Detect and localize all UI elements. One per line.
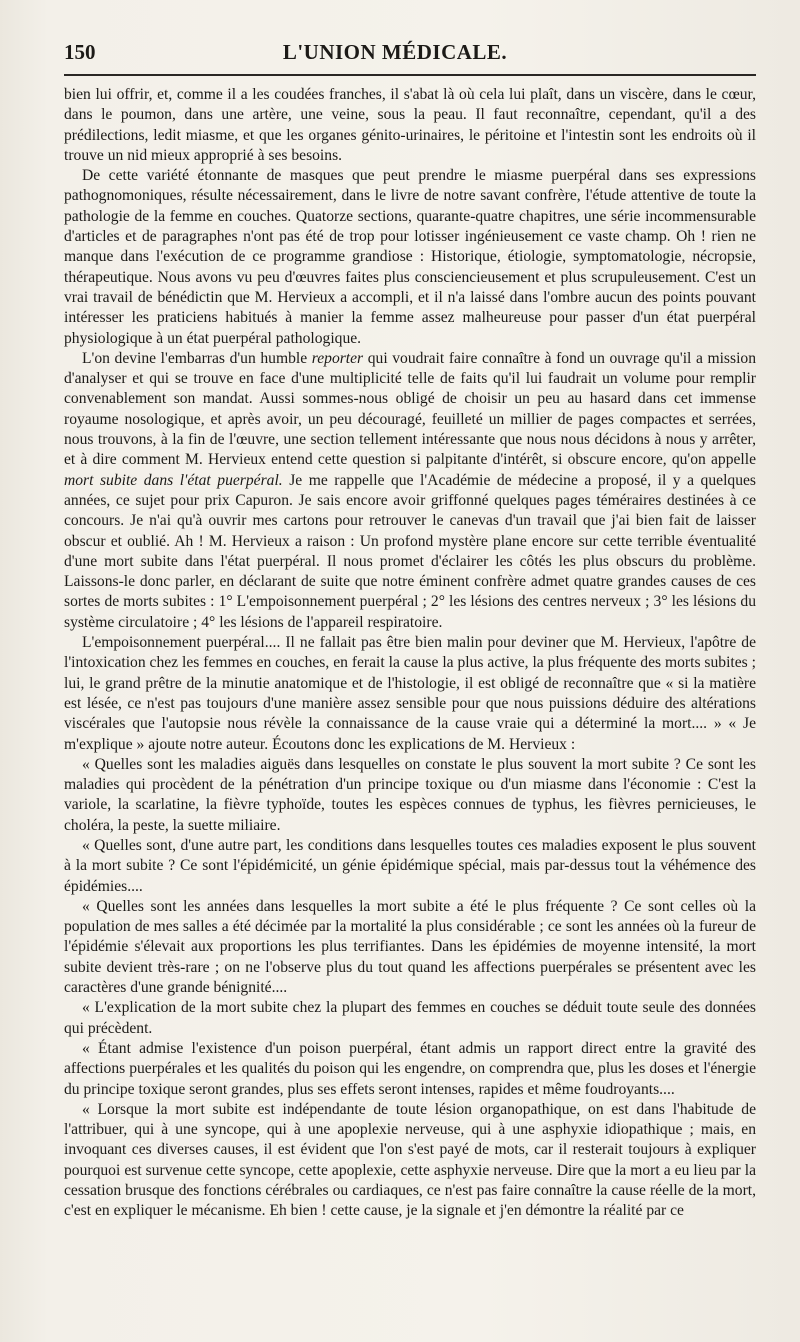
article-body xyxy=(64,85,756,1222)
text-run: bien lui offrir, et, comme il a les coudées franches, il s'abat là où cela lui plaît, dans un viscère, dans le cœur, dans le poumon, dans une artère, une veine, sous la peau. Il faut reconnaître, cependant, qu'il a des prédilections, ledit miasme, et que les organes génito-urinaires, le péritoine et l'intestin sont les endroits où il trouve un nid mieux approprié à ses besoins. xyxy=(64,86,756,164)
text-run: « Quelles sont les années dans lesquelles la mort subite a été le plus fréquente ? Ce sont celles où la population de mes salles a été décimée par la mortalité la plus considérable ; ce sont les années où la fureur de l'épidémie s'élevait aux proportions les plus terrifiantes. Dans les épidémies de moyenne intensité, la mort subite devient très-rare ; on ne l'observe plus du tout quand les affections puerpérales se présentent avec les caractères d'une grande bénignité.... xyxy=(64,897,756,997)
paragraph xyxy=(64,633,756,755)
text-run: « Étant admise l'existence d'un poison puerpéral, étant admis un rapport direct entre la gravité des affections puerpérales et les qualités du poison qui les engendre, on comprendra que, plus les doses et l'énergie du principe toxique seront grandes, plus ses effets seront intenses, rapides et même foudroyants.... xyxy=(64,1039,756,1098)
italic-text: reporter xyxy=(311,349,364,367)
paragraph xyxy=(64,755,756,836)
text-run: De cette variété étonnante de masques que peut prendre le miasme puerpéral dans ses expressions pathognomoniques, résulte nécessairement, dans le livre de notre savant confrère, l'étude attentive de toute la pathologie de la femme en couches. Quatorze sections, quarante-quatre chapitres, une série incommensurable d'articles et de paragraphes n'ont pas été de trop pour lotisser ingénieusement ce vaste champ. Oh ! rien ne manque dans l'exécution de ce programme grandiose : Historique, étiologie, symptomatologie, nécropsie, thérapeutique. Nous avons vu peu d'œuvres faites plus consciencieusement et plus scrupuleusement. C'est un vrai travail de bénédictin que M. Hervieux a accompli, et il n'a laissé dans l'ombre aucun des points pouvant intéresser les praticiens habitués à manier la femme assez malheureuse pour passer d'un état puerpéral physiologique à un état puerpéral pathologique. xyxy=(64,167,756,347)
paragraph xyxy=(64,85,756,166)
paragraph xyxy=(64,836,756,897)
paragraph xyxy=(64,349,756,633)
text-run: qui voudrait faire connaître à fond un ouvrage qu'il a mission d'analyser et qui se trouve en face d'une multiplicité telle de faits qu'il lui faudrait un volume pour remplir convenablement son mandat. Aussi sommes-nous obligé de choisir un peu au hasard dans cet immense royaume nosologique, et après avoir, un peu découragé, feuilleté un millier de pages compactes et serrées, nous trouvons, à la fin de l'œuvre, une section tellement intéressante que nous nous décidons à nous y arrêter, et à dire comment M. Hervieux entend cette question si palpitante d'intérêt, si obscure encore, qu'on appelle xyxy=(64,349,756,469)
italic-text: mort subite dans l'état puerpéral. xyxy=(64,471,283,489)
text-run: L'empoisonnement puerpéral.... Il ne fallait pas être bien malin pour deviner que M. Hervieux, l'apôtre de l'intoxication chez les femmes en couches, en ferait la cause la plus active, la plus fréquente des morts subites ; lui, le grand prêtre de la minutie anatomique et de l'histologie, il est obligé de reconnaître que « si la matière est lésée, ce n'est pas toujours d'une manière assez sensible pour que nous puissions déduire des altérations viscérales que l'autopsie nous révèle la connaissance de la cause vraie qui a déterminé la mort.... » « Je m'explique » ajoute notre auteur. Écoutons donc les explications de M. Hervieux : xyxy=(64,634,756,753)
paragraph xyxy=(64,1100,756,1222)
paragraph xyxy=(64,166,756,349)
text-run: Je me rappelle que l'Académie de médecine a proposé, il y a quelques années, ce sujet pour prix Capuron. Je sais encore avoir griffonné quelques pages téméraires destinées à ce concours. Je n'ai qu'à ouvrir mes cartons pour retrouver le canevas d'un travail que j'ai bien fait de laisser obscur et oublié. Ah ! M. Hervieux a raison : Un profond mystère plane encore sur cette terrible éventualité d'une mort subite dans l'état puerpéral. Il nous promet d'éclairer les côtés les plus obscurs du problème. Laissons-le donc parler, en déclarant de suite que notre éminent confrère admet quatre grandes causes de ces sortes de morts subites : 1° L'empoisonnement puerpéral ; 2° les lésions des centres nerveux ; 3° les lésions du système circulatoire ; 4° les lésions de l'appareil respiratoire. xyxy=(64,471,756,631)
running-title: L'UNION MÉDICALE. xyxy=(282,40,508,64)
paragraph xyxy=(64,897,756,998)
page-number: 150 xyxy=(64,40,96,64)
text-run: « Lorsque la mort subite est indépendante de toute lésion organopathique, on est dans l'habitude de l'attribuer, qui à une syncope, qui à une apoplexie nerveuse, qui à une asphyxie idiopathique ; mais, en invoquant ces diverses causes, il est évident que l'on s'est payé de mots, car il resterait toujours à expliquer pourquoi est survenue cette syncope, cette apoplexie, cette asphyxie nerveuse. Dire que la mort a eu lieu par la cessation brusque des fonctions cérébrales ou cardiaques, ce n'est pas faire connaître la cause réelle de la mort, c'est en expliquer le mécanisme. Eh bien ! cette cause, je la signale et j'en démontre la réalité par ce xyxy=(64,1100,756,1220)
paragraph xyxy=(64,1039,756,1100)
text-run: « L'explication de la mort subite chez la plupart des femmes en couches se déduit toute seule des données qui précèdent. xyxy=(64,999,756,1037)
text-run: « Quelles sont, d'une autre part, les conditions dans lesquelles toutes ces maladies exposent le plus souvent à la mort subite ? Ce sont l'épidémicité, un génie épidémique spécial, mais par-dessus tout la véhémence des épidémies.... xyxy=(64,836,756,895)
text-run: L'on devine l'embarras d'un humble xyxy=(82,349,312,367)
text-run: « Quelles sont les maladies aiguës dans lesquelles on constate le plus souvent la mort subite ? Ce sont les maladies qui procèdent de la pénétration d'un principe toxique ou d'un miasme dans l'économie : C'est la variole, la scarlatine, la fièvre typhoïde, toutes les espèces connues de typhus, les fièvres pernicieuses, le choléra, la peste, la suette miliaire. xyxy=(64,755,756,834)
paragraph xyxy=(64,998,756,1039)
page-header xyxy=(64,40,756,76)
